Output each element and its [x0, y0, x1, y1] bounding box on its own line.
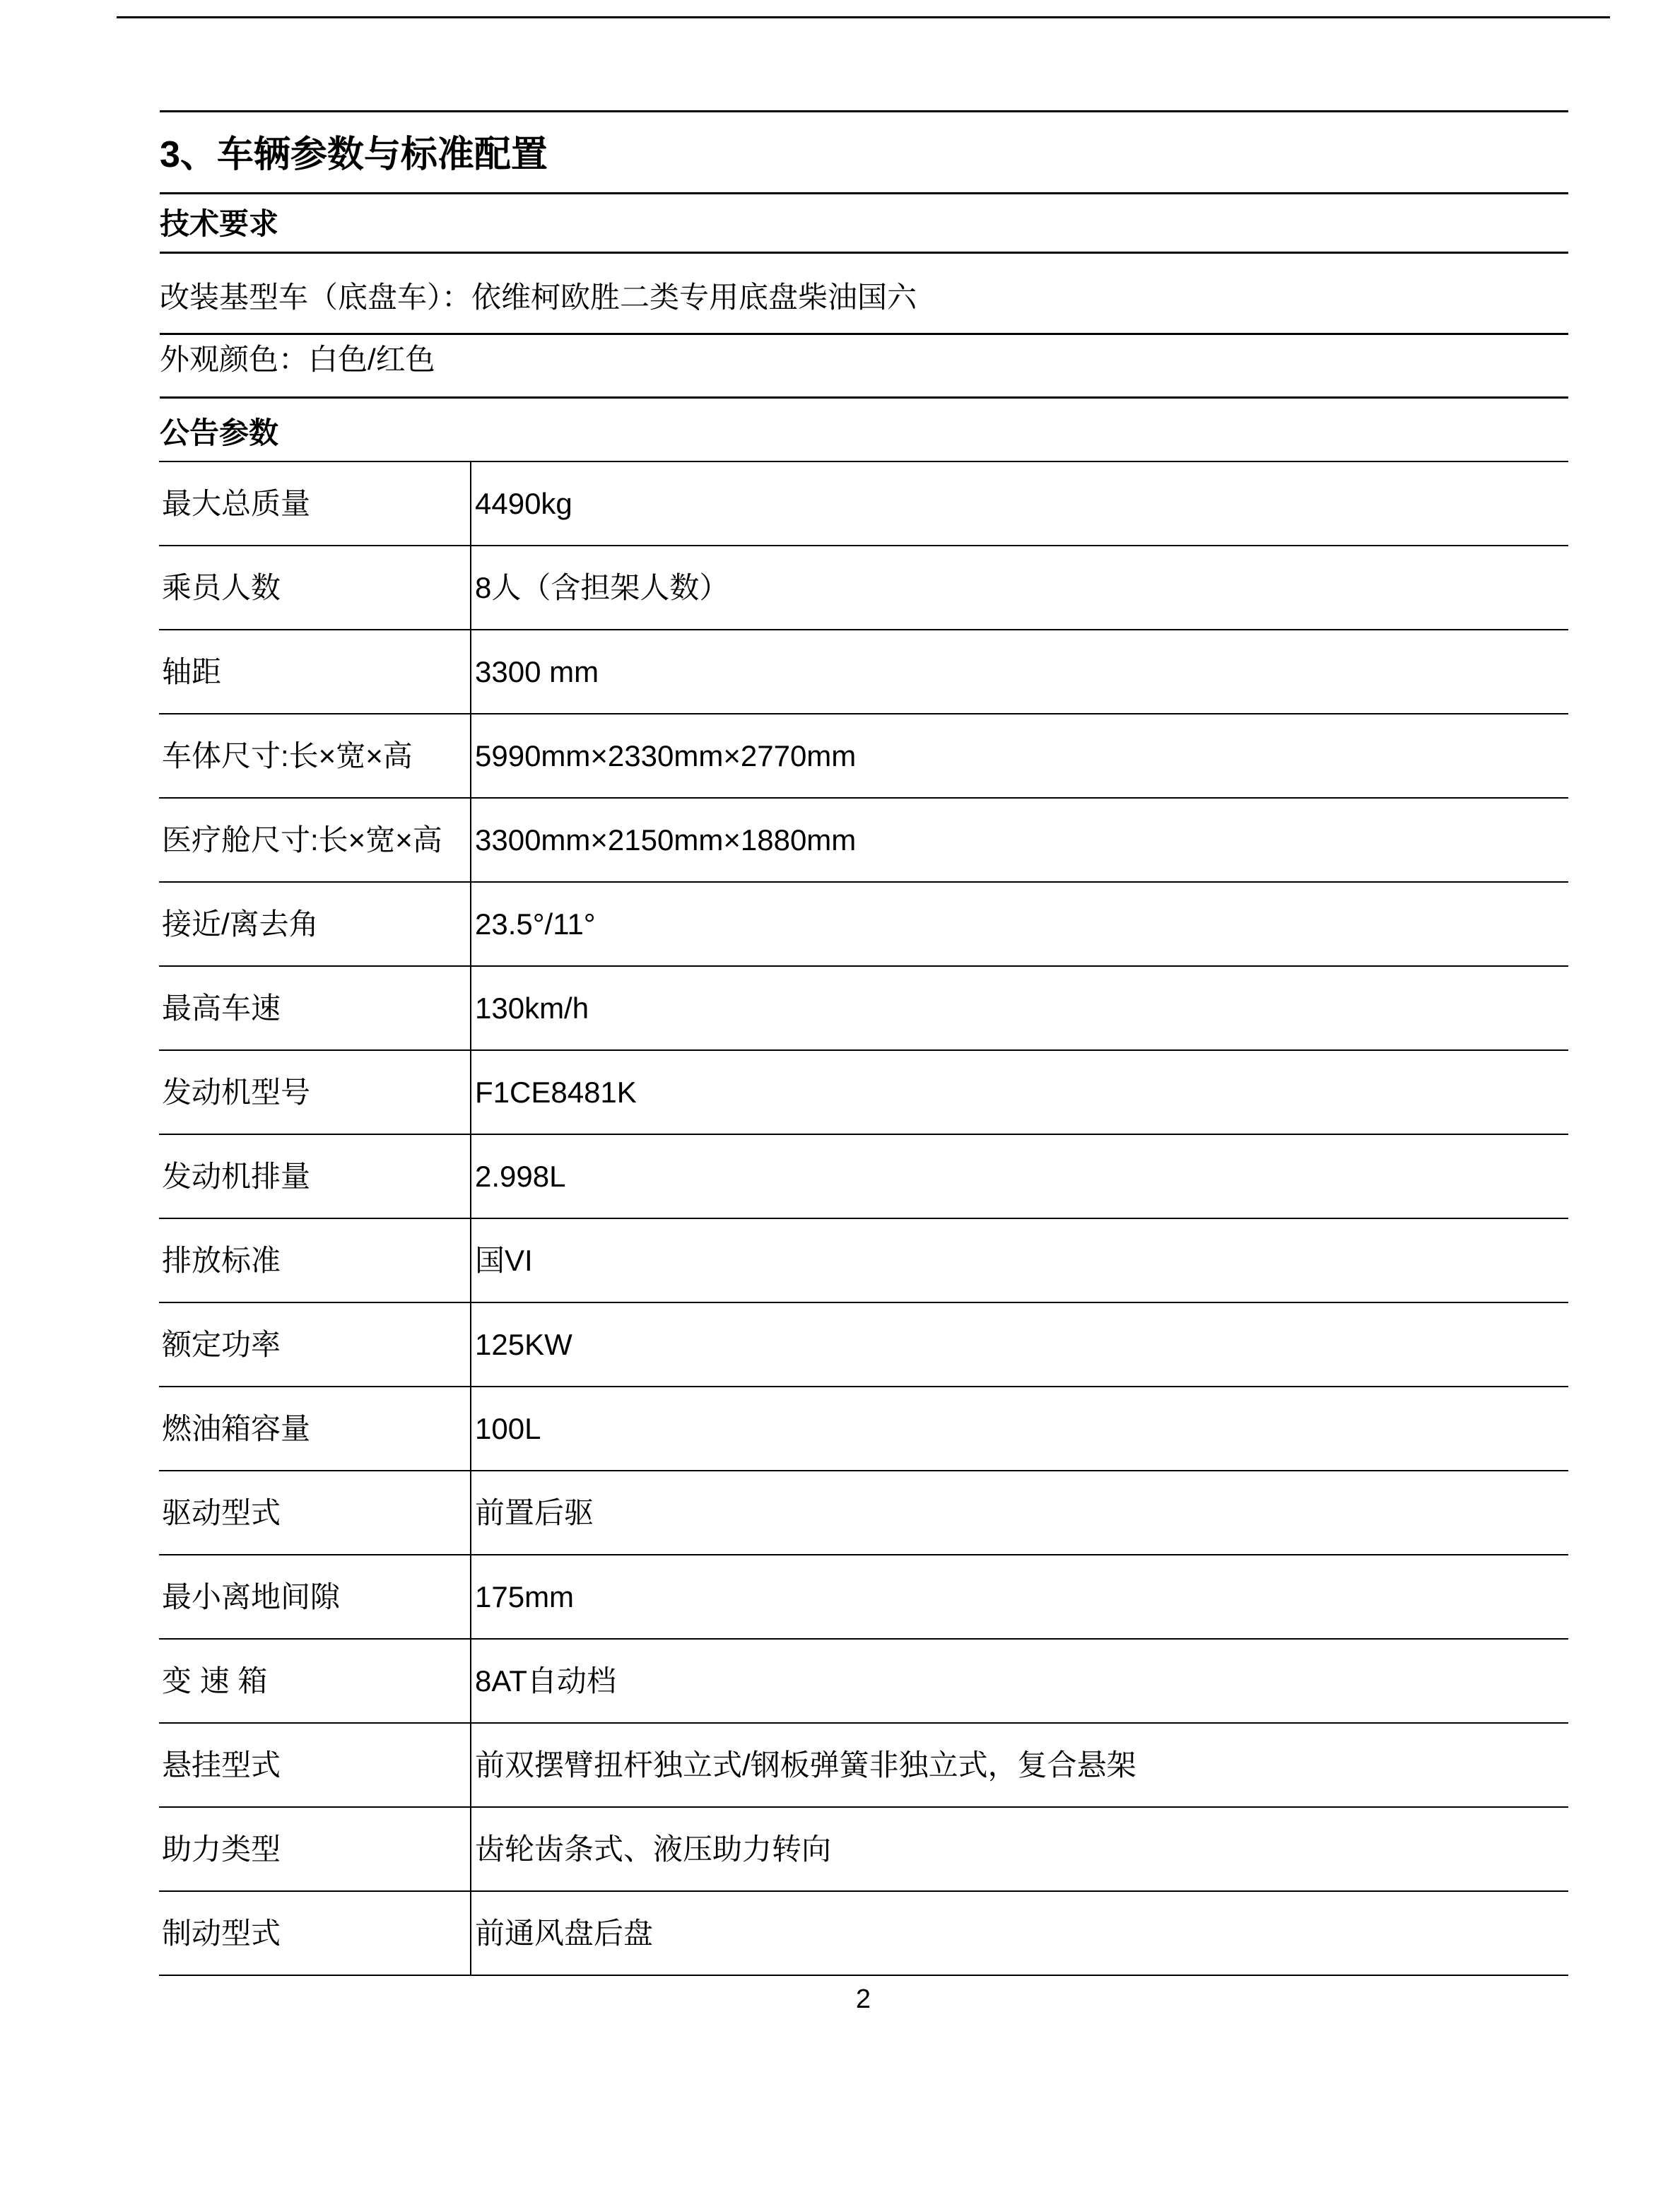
table-row: [159, 1302, 1568, 1387]
table-row: [159, 1639, 1568, 1723]
param-value: 8人（含担架人数）: [471, 546, 1568, 630]
table-row: [159, 1387, 1568, 1471]
section-divider: [160, 396, 1568, 399]
param-label: 接近/离去角: [159, 882, 471, 966]
param-value: F1CE8481K: [471, 1050, 1568, 1134]
param-label: 变 速 箱: [159, 1639, 471, 1723]
param-value: 2.998L: [471, 1134, 1568, 1218]
page-number: 2: [855, 1984, 871, 2014]
table-row: [159, 1807, 1568, 1891]
param-label: 最大总质量: [159, 461, 471, 546]
param-value: 125KW: [471, 1302, 1568, 1387]
param-value: 前通风盘后盘: [471, 1891, 1568, 1975]
announcement-params-heading: 公告参数: [160, 416, 279, 449]
param-value: 100L: [471, 1387, 1568, 1471]
table-row: [159, 1050, 1568, 1134]
param-label: 车体尺寸:长×宽×高: [159, 714, 471, 798]
param-label: 燃油箱容量: [159, 1387, 471, 1471]
base-vehicle-text: 改装基型车（底盘车）：依维柯欧胜二类专用底盘柴油国六: [160, 281, 917, 314]
param-value: 前置后驱: [471, 1471, 1568, 1555]
param-label: 驱动型式: [159, 1471, 471, 1555]
page-header-rule: [117, 16, 1610, 18]
table-row: [159, 1891, 1568, 1975]
tech-requirements-heading: 技术要求: [160, 207, 279, 240]
table-row: [159, 1471, 1568, 1555]
param-value: 8AT自动档: [471, 1639, 1568, 1723]
param-label: 乘员人数: [159, 546, 471, 630]
param-label: 排放标准: [159, 1218, 471, 1302]
param-label: 医疗舱尺寸:长×宽×高: [159, 798, 471, 882]
param-value: 175mm: [471, 1555, 1568, 1639]
param-label: 悬挂型式: [159, 1723, 471, 1807]
param-value: 4490kg: [471, 461, 1568, 546]
section-divider: [160, 252, 1568, 254]
table-row: [159, 630, 1568, 714]
param-label: 额定功率: [159, 1302, 471, 1387]
param-value: 23.5°/11°: [471, 882, 1568, 966]
param-label: 轴距: [159, 630, 471, 714]
param-label: 发动机型号: [159, 1050, 471, 1134]
exterior-color-text: 外观颜色：白色/红色: [160, 343, 435, 376]
table-row: [159, 714, 1568, 798]
table-row: [159, 1555, 1568, 1639]
table-row: [159, 461, 1568, 546]
section-divider: [160, 333, 1568, 335]
table-row: [159, 1723, 1568, 1807]
param-value: 前双摆臂扭杆独立式/钢板弹簧非独立式，复合悬架: [471, 1723, 1568, 1807]
param-value: 3300 mm: [471, 630, 1568, 714]
table-row: [159, 798, 1568, 882]
param-label: 助力类型: [159, 1807, 471, 1891]
section-title: 3、车辆参数与标准配置: [160, 134, 548, 175]
table-row: [159, 966, 1568, 1050]
table-row: [159, 546, 1568, 630]
spec-table: [159, 461, 1568, 1976]
param-value: 3300mm×2150mm×1880mm: [471, 798, 1568, 882]
param-label: 最高车速: [159, 966, 471, 1050]
section-divider: [160, 192, 1568, 194]
param-value: 齿轮齿条式、液压助力转向: [471, 1807, 1568, 1891]
param-label: 最小离地间隙: [159, 1555, 471, 1639]
param-value: 130km/h: [471, 966, 1568, 1050]
param-label: 发动机排量: [159, 1134, 471, 1218]
section-top-rule: [160, 110, 1568, 112]
table-row: [159, 882, 1568, 966]
param-label: 制动型式: [159, 1891, 471, 1975]
param-value: 国VI: [471, 1218, 1568, 1302]
table-row: [159, 1218, 1568, 1302]
param-value: 5990mm×2330mm×2770mm: [471, 714, 1568, 798]
table-row: [159, 1134, 1568, 1218]
